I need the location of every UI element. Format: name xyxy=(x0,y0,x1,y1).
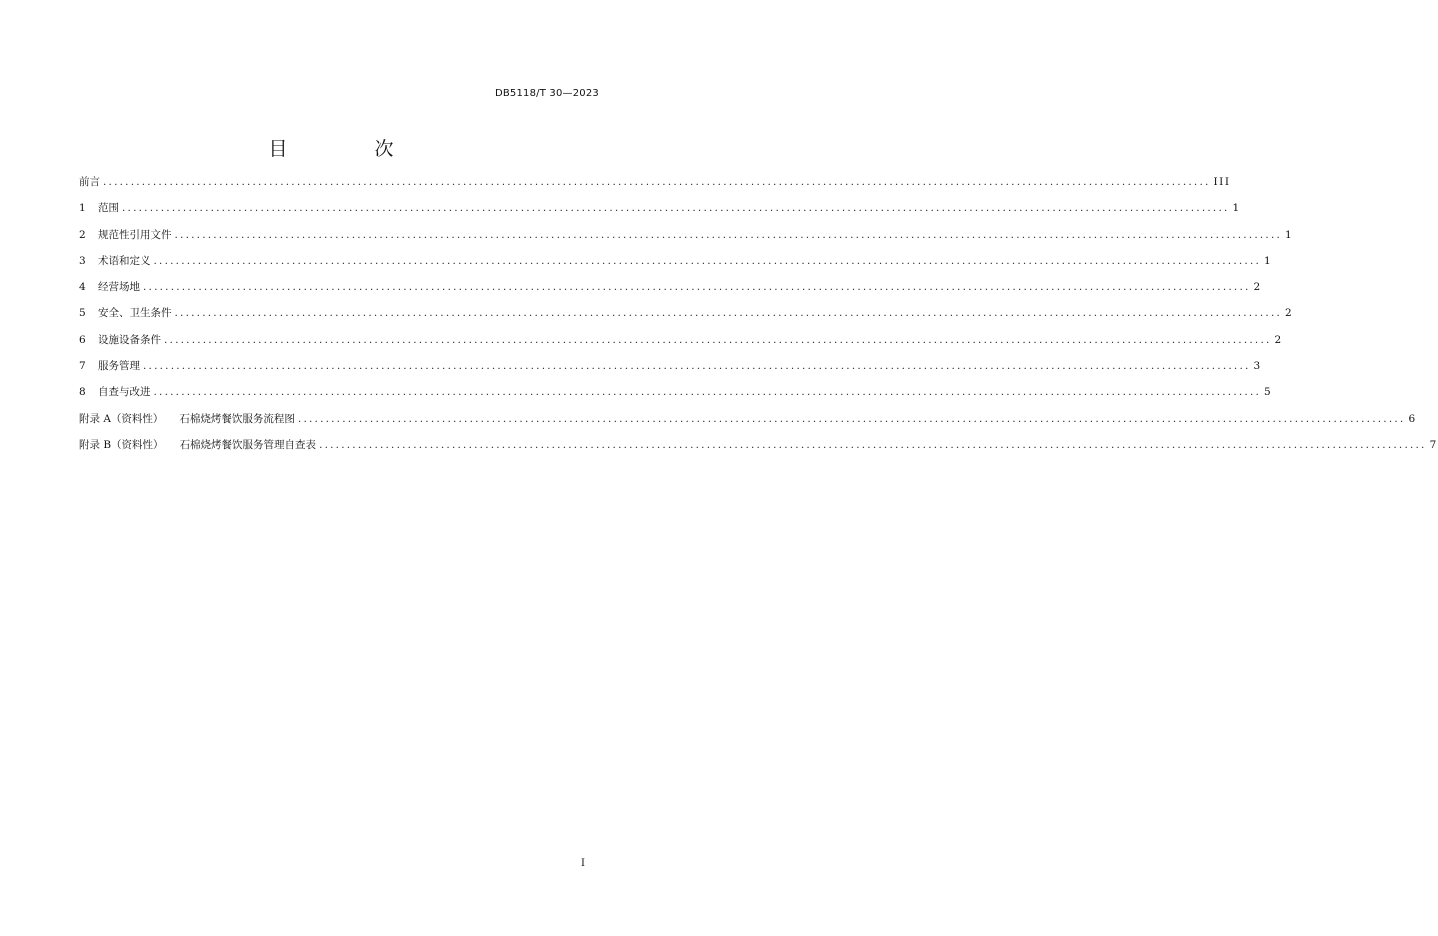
toc-entry-appendix-b[interactable] xyxy=(79,437,1438,463)
toc-section-number: 1 xyxy=(79,202,86,215)
toc-page-number: 1 xyxy=(1285,228,1294,241)
toc-label: 术语和定义 xyxy=(98,254,151,267)
toc-appendix-label: 附录 B（资料性） xyxy=(79,438,164,451)
toc-page-number: 1 xyxy=(1264,254,1273,267)
toc-entry-appendix-a[interactable] xyxy=(79,411,1417,437)
toc-entry-self-inspection[interactable] xyxy=(79,384,1273,410)
toc-leader-dots: ........................................................................................................................................................................................................ xyxy=(153,254,1262,267)
toc-entry-scope[interactable] xyxy=(79,200,1241,226)
toc-leader-dots: ........................................................................................................................................................................................................ xyxy=(153,386,1262,399)
toc-leader-dots: ........................................................................................................................................................................................................ xyxy=(122,202,1230,215)
toc-leader-dots: ........................................................................................................................................................................................................ xyxy=(103,176,1211,188)
table-of-contents xyxy=(79,174,1438,463)
toc-leader-dots: ........................................................................................................................................................................................................ xyxy=(143,360,1251,373)
toc-label: 服务管理 xyxy=(98,360,140,373)
toc-entry-business-premises[interactable] xyxy=(79,279,1262,305)
toc-leader-dots: ........................................................................................................................................................................................................ xyxy=(164,333,1272,346)
document-id: DB5118/T 30—2023 xyxy=(494,88,599,99)
toc-label: 设施设备条件 xyxy=(98,333,161,346)
toc-page-number: III xyxy=(1213,176,1231,188)
toc-leader-dots: ........................................................................................................................................................................................................ xyxy=(174,307,1283,320)
toc-page-number: 3 xyxy=(1253,360,1262,373)
toc-section-number: 5 xyxy=(79,307,86,320)
toc-appendix-title: 石棉烧烤餐饮服务流程图 xyxy=(179,412,295,425)
toc-label: 经营场地 xyxy=(98,281,140,294)
toc-label: 规范性引用文件 xyxy=(98,228,172,241)
toc-label: 安全、卫生条件 xyxy=(98,307,172,320)
toc-section-number: 6 xyxy=(79,333,86,346)
toc-entry-safety-hygiene[interactable] xyxy=(79,305,1294,331)
toc-entry-normative-references[interactable] xyxy=(79,227,1294,253)
toc-section-number: 7 xyxy=(79,360,86,373)
toc-entry-facilities[interactable] xyxy=(79,332,1283,358)
page-title: 目 次 xyxy=(268,138,428,160)
toc-appendix-title: 石棉烧烤餐饮服务管理自查表 xyxy=(179,438,317,451)
toc-leader-dots: ........................................................................................................................................................................................................ xyxy=(174,228,1283,241)
toc-label: 范围 xyxy=(98,202,119,215)
page-number: I xyxy=(581,858,585,869)
toc-page-number: 2 xyxy=(1253,281,1262,294)
toc-entry-terms-definitions[interactable] xyxy=(79,253,1273,279)
toc-entry-service-management[interactable] xyxy=(79,358,1262,384)
toc-page-number: 6 xyxy=(1408,412,1417,425)
toc-section-number: 8 xyxy=(79,386,86,399)
toc-leader-dots: ........................................................................................................................................................................................................ xyxy=(319,438,1427,451)
toc-page-number: 2 xyxy=(1285,307,1294,320)
toc-page-number: 2 xyxy=(1274,333,1283,346)
toc-section-number: 2 xyxy=(79,228,86,241)
toc-leader-dots: ........................................................................................................................................................................................................ xyxy=(143,281,1251,294)
toc-entry-foreword[interactable] xyxy=(79,174,1231,200)
toc-section-number: 4 xyxy=(79,281,86,294)
toc-section-number: 3 xyxy=(79,254,86,267)
toc-label: 前言 xyxy=(79,176,100,188)
toc-leader-dots: ........................................................................................................................................................................................................ xyxy=(297,412,1406,425)
toc-page-number: 7 xyxy=(1429,438,1438,451)
toc-appendix-label: 附录 A（资料性） xyxy=(79,412,164,425)
toc-label: 自查与改进 xyxy=(98,386,151,399)
toc-page-number: 1 xyxy=(1232,202,1241,215)
toc-page-number: 5 xyxy=(1264,386,1273,399)
